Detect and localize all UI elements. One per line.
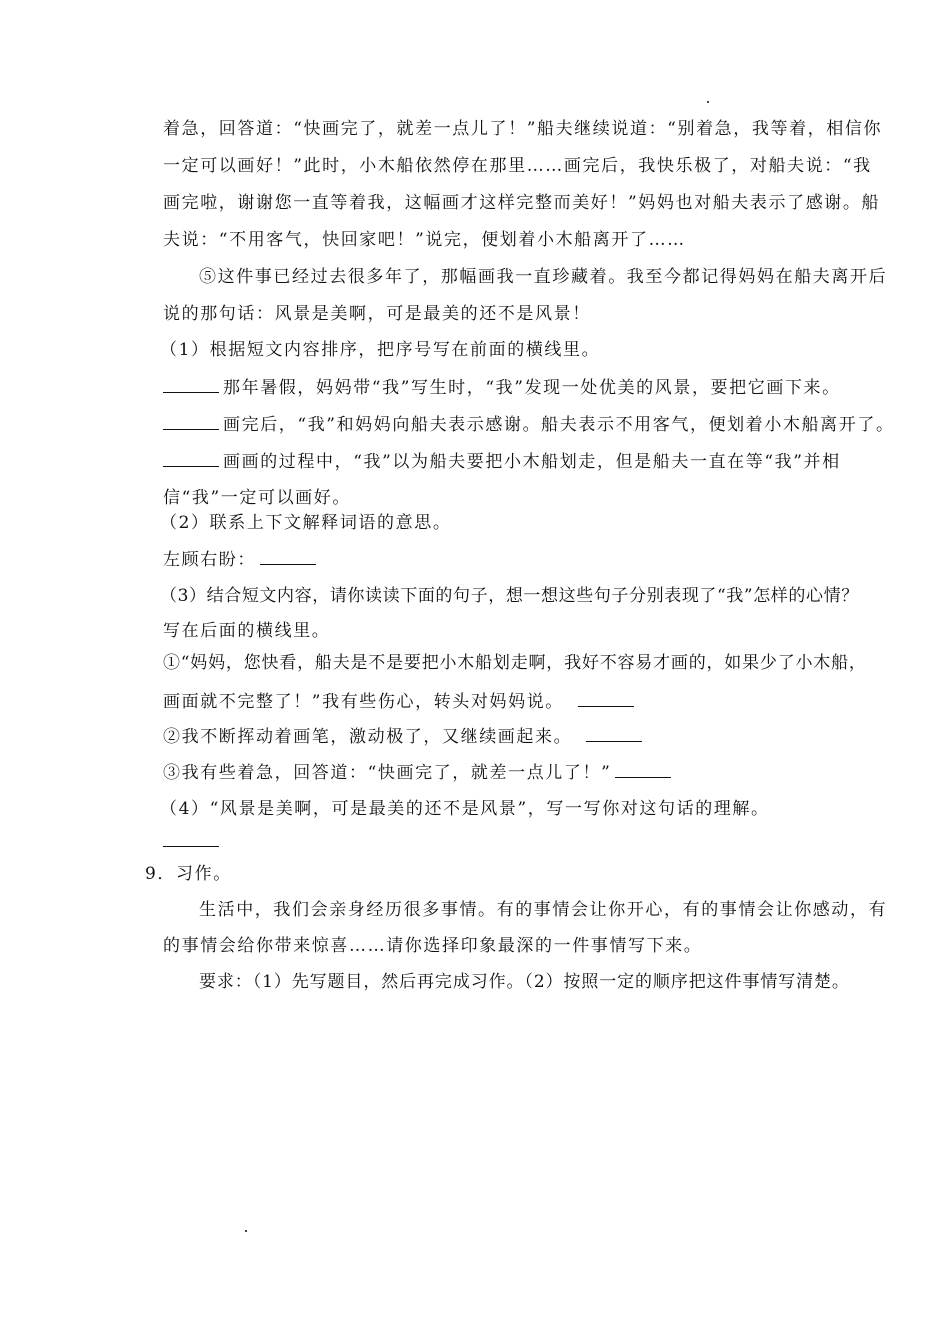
q2-prompt: （2）联系上下文解释词语的意思。 [160, 513, 452, 533]
q3-sentence-1: ①“妈妈，您快看，船夫是不是要把小木船划走啊，我好不容易才画的，如果少了小木船， [163, 653, 867, 673]
page-mark [707, 101, 709, 103]
answer-blank[interactable] [163, 450, 219, 467]
q9-line: 的事情会给你带来惊喜……请你选择印象最深的一件事情写下来。 [163, 936, 703, 956]
answer-blank[interactable] [163, 830, 219, 847]
q1-prompt: （1）根据短文内容排序，把序号写在前面的横线里。 [160, 340, 601, 360]
passage-line: 夫说：“不用客气，快回家吧！”说完，便划着小木船离开了…… [163, 230, 686, 250]
q3-sentence-2 [163, 725, 646, 748]
q9-requirements: 要求：（1）先写题目，然后再完成习作。（2）按照一定的顺序把这件事情写清楚。 [199, 972, 850, 992]
q3-sentence-3 [163, 761, 675, 784]
q3-prompt: 写在后面的横线里。 [163, 621, 331, 641]
q2-word [163, 548, 320, 571]
answer-blank[interactable] [615, 761, 671, 778]
answer-blank[interactable] [163, 413, 219, 430]
q3-prompt: （3）结合短文内容，请你读读下面的句子，想一想这些句子分别表现了“我”怎样的心情？ [160, 586, 859, 606]
answer-blank[interactable] [260, 548, 316, 565]
q9-title: 9．习作。 [145, 864, 232, 884]
q1-item-text: 画画的过程中，“我”以为船夫要把小木船划走，但是船夫一直在等“我”并相 [223, 452, 841, 472]
q1-item [163, 376, 841, 399]
q1-item [163, 413, 895, 436]
q1-item [163, 450, 841, 473]
q3-sentence-text: 画面就不完整了！”我有些伤心，转头对妈妈说。 [163, 692, 564, 712]
passage-line: 一定可以画好！”此时，小木船依然停在那里……画完后，我快乐极了，对船夫说：“我 [163, 156, 872, 176]
answer-blank[interactable] [578, 690, 634, 707]
q2-word-text: 左顾右盼： [163, 550, 256, 570]
q1-item-text: 画完后，“我”和妈妈向船夫表示感谢。船夫表示不用客气，便划着小木船离开了。 [223, 415, 895, 435]
q3-sentence-text: ③我有些着急，回答道：“快画完了，就差一点儿了！” [163, 763, 612, 783]
q1-item-cont: 信“我”一定可以画好。 [163, 488, 351, 508]
q3-sentence-1 [163, 690, 638, 713]
passage-line: 着急，回答道：“快画完了，就差一点儿了！”船夫继续说道：“别着急，我等着，相信你 [163, 119, 883, 139]
q4-answer [163, 830, 223, 853]
page-mark [245, 1230, 247, 1232]
answer-blank[interactable] [163, 376, 219, 393]
q3-sentence-text: ②我不断挥动着画笔，激动极了，又继续画起来。 [163, 727, 573, 747]
q1-item-text: 那年暑假，妈妈带“我”写生时，“我”发现一处优美的风景，要把它画下来。 [223, 378, 841, 398]
q9-line: 生活中，我们会亲身经历很多事情。有的事情会让你开心，有的事情会让你感动，有 [199, 900, 888, 920]
passage-line: 画完啦，谢谢您一直等着我，这幅画才这样完整而美好！”妈妈也对船夫表示了感谢。船 [163, 193, 881, 213]
passage-line: ⑤这件事已经过去很多年了，那幅画我一直珍藏着。我至今都记得妈妈在船夫离开后 [199, 267, 888, 287]
answer-blank[interactable] [586, 725, 642, 742]
passage-line: 说的那句话：风景是美啊，可是最美的还不是风景！ [163, 304, 591, 324]
q4-prompt: （4）“风景是美啊，可是最美的还不是风景”，写一写你对这句话的理解。 [160, 799, 770, 819]
